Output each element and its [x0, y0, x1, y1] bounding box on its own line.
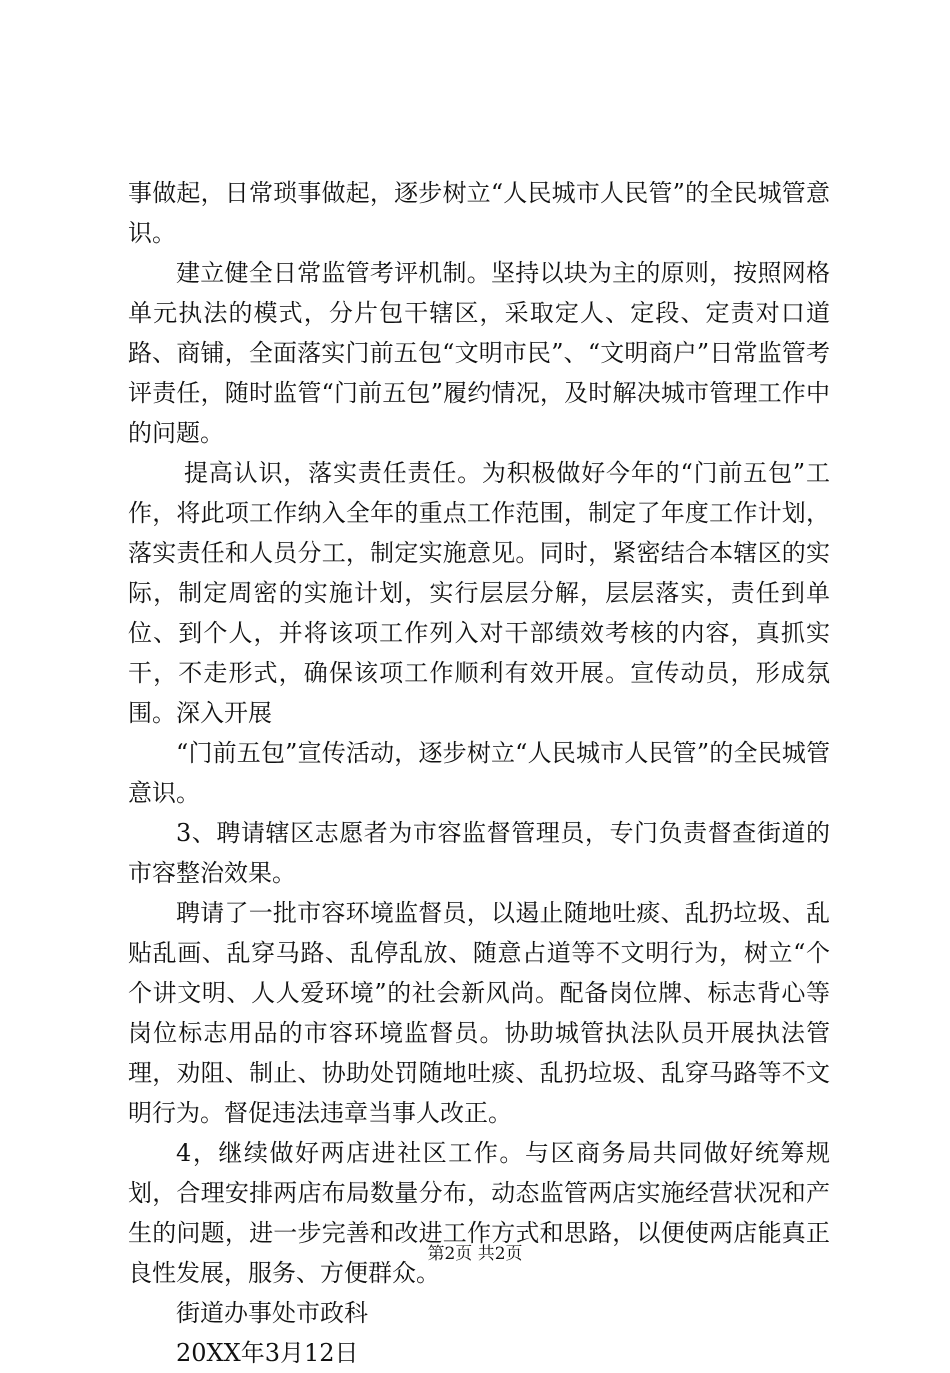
paragraph-6: 聘请了一批市容环境监督员，以遏止随地吐痰、乱扔垃圾、乱贴乱画、乱穿马路、乱停乱放、随意占道等不文明行为，树立“个个讲文明、人人爱环境”的社会新风尚。配备岗位牌、标志背心等岗位标志用品的市容环境监督员。协助城管执法队员开展执法管理，劝阻、制止、协助处罚随地吐痰、乱扔垃圾、乱穿马路等不文明行为。督促违法违章当事人改正。 — [128, 899, 830, 1127]
paragraph-5: 3、聘请辖区志愿者为市容监督管理员，专门负责督查街道的市容整治效果。 — [128, 819, 830, 887]
paragraph-7: 4，继续做好两店进社区工作。与区商务局共同做好统筹规划，合理安排两店布局数量分布，动态监管两店实施经营状况和产生的问题，进一步完善和改进工作方式和思路，以便使两店能真正良性发展，服务、方便群众。 — [128, 1139, 830, 1287]
date: 20XX年3月12日 — [176, 1339, 359, 1367]
paragraph-2: 建立健全日常监管考评机制。坚持以块为主的原则，按照网格单元执法的模式，分片包干辖区，采取定人、定段、定责对口道路、商铺，全面落实门前五包“文明市民”、“文明商户”日常监管考评责任，随时监管“门前五包”履约情况，及时解决城市管理工作中的问题。 — [128, 259, 830, 447]
paragraph-3: 提高认识，落实责任责任。为积极做好今年的“门前五包”工作，将此项工作纳入全年的重点工作范围，制定了年度工作计划，落实责任和人员分工，制定实施意见。同时，紧密结合本辖区的实际，制定周密的实施计划，实行层层分解，层层落实，责任到单位、到个人，并将该项工作列入对干部绩效考核的内容，真抓实干，不走形式，确保该项工作顺利有效开展。宣传动员，形成氛围。深入开展 — [128, 459, 830, 727]
paragraph-1: 事做起，日常琐事做起，逐步树立“人民城市人民管”的全民城管意识。 — [128, 179, 830, 247]
signature: 街道办事处市政科 — [176, 1299, 368, 1327]
paragraph-4: “门前五包”宣传活动，逐步树立“人民城市人民管”的全民城管意识。 — [128, 739, 830, 807]
page-number: 第2页 共2页 — [427, 1244, 523, 1264]
document-body — [128, 173, 830, 1373]
